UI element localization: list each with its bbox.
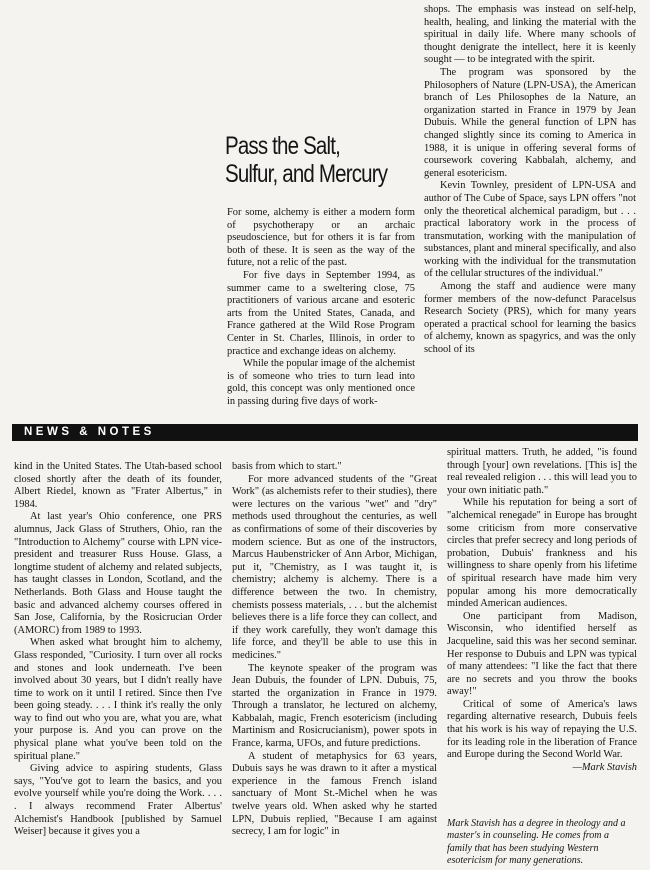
banner-tab-shape [162, 424, 192, 441]
section-label: NEWS & NOTES [24, 426, 155, 438]
paragraph: Kevin Townley, president of LPN-USA and author of The Cube of Space, says LPN offers "not only the theoretical alchemical paradigm, but . . . practical laboratory work in the process of transmutation, working with the manipulation of substances, plant and mineral specifically, and also working with the individual for the transmutation of the cellular structures of the individual." [424, 180, 636, 280]
article-column-1 [227, 207, 415, 409]
author-signature: —Mark Stavish [572, 761, 637, 773]
paragraph: For five days in September 1994, as summer came to a sweltering close, 75 practitioners of various arcane and esoteric arts from the United States, Canada, and France gathered at the Wild Rose Program Center in St. Charles, Illinois, in order to practice and exchange ideas on alchemy. [227, 269, 415, 357]
news-notes-banner [12, 424, 638, 441]
paragraph: A student of metaphysics for 63 years, Dubuis says he was drawn to it after a mystical experience in the famous French island sanctuary of Mont St.-Michel when he was twelve years old. When asked why he started LPN, Dubuis replied, "Because I am against secrecy, I am for logic" in [232, 750, 437, 838]
section-divider [12, 440, 638, 441]
paragraph: The program was sponsored by the Philosophers of Nature (LPN-USA), the American branch of Les Philosophes de la Nature, an organization started in France in 1979 by Jean Dubuis. While the general function of LPN has changed slightly since its coming to America in 1988, it is unique in offering several forms of coursework covering Kabbalah, alchemy, and general esotericism. [424, 66, 636, 179]
paragraph: shops. The emphasis was instead on self-help, health, healing, and linking the material with the spiritual in daily life. Where many schools of thought denigrate the intellect, here it is keenly sought — to be integrated with the spirit. [424, 4, 636, 66]
article-column-5 [447, 447, 637, 774]
paragraph: Giving advice to aspiring students, Glass says, "You've got to learn the basics, and you evolve yourself while you're doing the Work. . . . . I always recommend Frater Albertus' Alchemist's Handbook [published by Samuel Weiser] because it gives you a [14, 763, 222, 838]
paragraph: While his reputation for being a sort of "alchemical renegade" in Europe has brought some criticism from more conservative circles that prefer secrecy and long periods of probation, Dubuis' frankness and his willingness to share openly from his lifetime of spiritual research have made him very popular among his more democratically minded American audiences. [447, 497, 637, 610]
article-column-4 [232, 461, 437, 839]
paragraph: While the popular image of the alchemist is of someone who tries to turn lead into gold, this concept was only mentioned once in passing during five days of work- [227, 358, 415, 407]
paragraph: For some, alchemy is either a modern form of psychotherapy or an archaic pseudoscience, but for others it is far from both of these. It is seen as the way of the future, not a relic of the past. [227, 207, 415, 269]
paragraph: One participant from Madison, Wisconsin, who identified herself as Jacqueline, said this was her second seminar. Her response to Dubuis and LPN was typical of many attendees: "I like the fact that there are no secrets and you throw the books away!" [447, 610, 637, 698]
paragraph: Among the staff and audience were many former members of the now-defunct Paracelsus Research Society (PRS), which for many years operated a practical school for learning the basics of alchemy, known as spagyrics, and was the only school of its [424, 281, 636, 356]
paragraph: basis from which to start." [232, 461, 342, 472]
article-column-3 [14, 461, 222, 839]
paragraph: Critical of some of America's laws regarding alternative research, Dubuis feels that his work is his way of repaying the U.S. for its leading role in the liberation of France and Europe during the Second World War. [447, 698, 637, 761]
paragraph: At last year's Ohio conference, one PRS alumnus, Jack Glass of Struthers, Ohio, ran the "Introduction to Alchemy" course with LPN vice-president and treasurer Russ House. Glass, a longtime student of alchemy and related subjects, has taught classes in London, Scotland, and the Netherlands. Both Glass and House taught the basic and advanced alchemy courses offered in San Jose, California, by the Rosicrucian Order (AMORC) from 1989 to 1993. [14, 511, 222, 636]
paragraph: The keynote speaker of the program was Jean Dubuis, the founder of LPN. Dubuis, 75, started the organization in France in 1979. Through a translator, he lectured on alchemy, Kabbalah, magic, French esotericism (including Martinism and Rosicrucianism), power spots in France, karma, UFOs, and future predictions. [232, 662, 437, 750]
article-column-2 [424, 4, 636, 357]
article-headline: Pass the Salt, Sulfur, and Mercury [225, 132, 388, 188]
paragraph: When asked what brought him to alchemy, Glass responded, "Curiosity. I turn over all rocks and stones and look underneath. I've been involved about 30 years, but I didn't really have time to work on it until I retired. Since then I've been going steady. . . . I think it's really the only way to find out who you are, what you are, what your purpose is. And you can prove on the physical plane what you've been told on the spiritual plane." [14, 637, 222, 762]
author-bio: Mark Stavish has a degree in theology and a master's in counseling. He comes from a family that has been studying Western esotericism for many generations. [447, 818, 626, 867]
paragraph: For more advanced students of the "Great Work" (as alchemists refer to their studies), there were lectures on the various "wet" and "dry" methods used throughout the centuries, as well as confirmations of some of their discoveries by modern science. But as one of the instructors, Marcus Haubenstricker of Ann Arbor, Michigan, put it, "Chemistry, as I was taught it, is chemistry; alchemy is alchemy. There is a difference between the two. In chemistry, chemists possess materials, . . . but the alchemist believes there is a life force they can collect, and if they work carefully, they won't damage this life force, and they'll be able to use this in medicines." [232, 473, 437, 661]
paragraph: kind in the United States. The Utah-based school closed shortly after the death of its founder, Albert Riedel, known as "Frater Albertus," in 1984. [14, 461, 222, 510]
paragraph: spiritual matters. Truth, he added, "is found through [your] own revelations. [This is] the real revealed religion . . . this will lead you to your own initiatic path." [447, 447, 637, 496]
